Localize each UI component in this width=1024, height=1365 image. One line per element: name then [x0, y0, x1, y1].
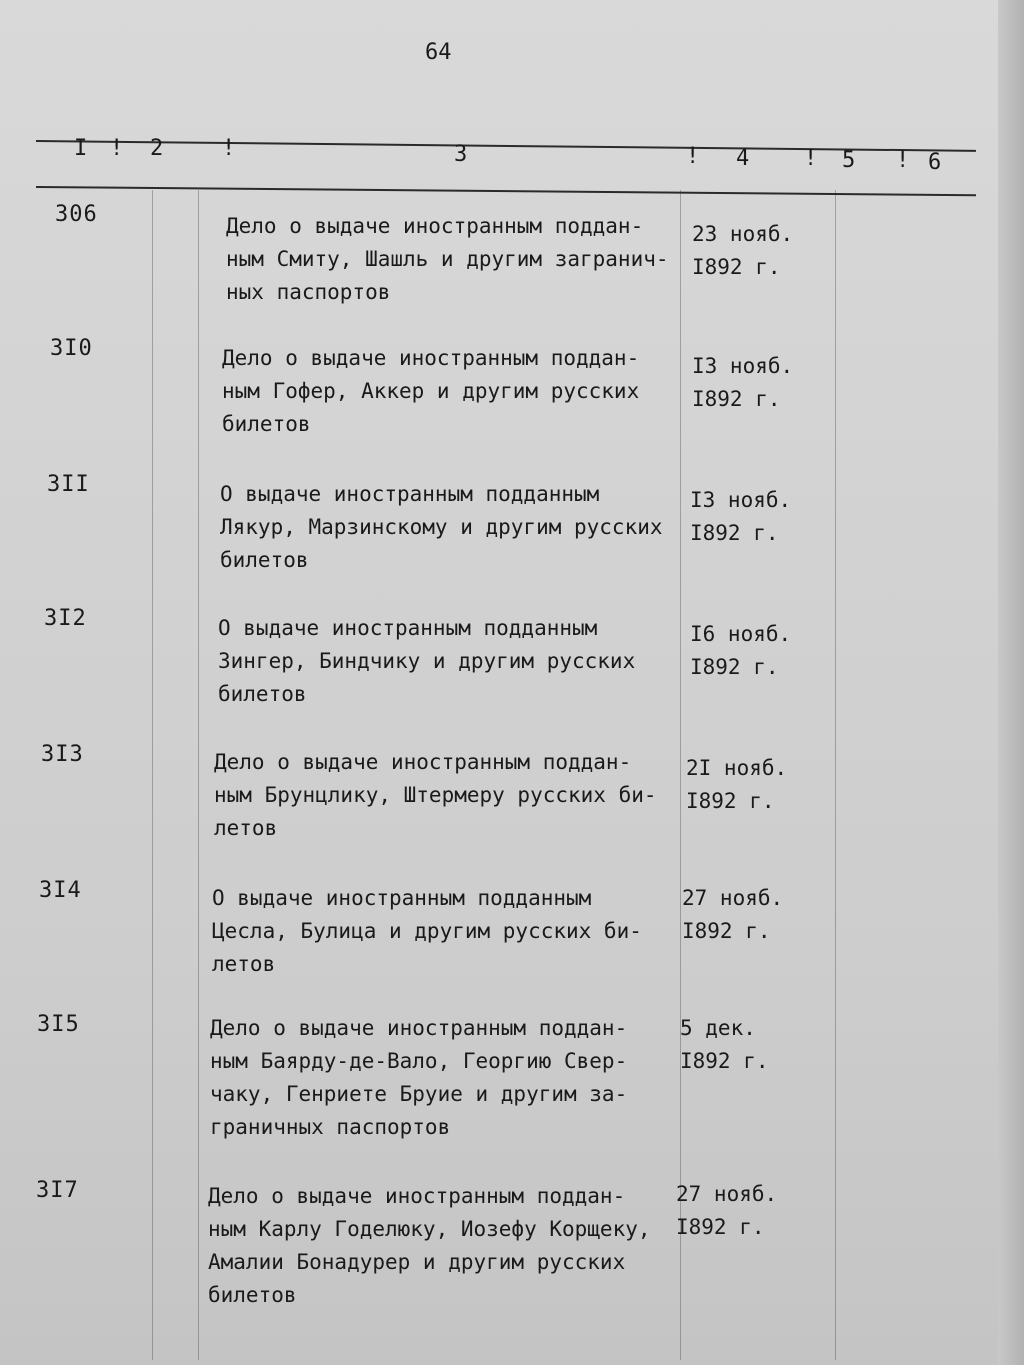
- entry-date: 27 нояб. I892 г.: [676, 1182, 778, 1239]
- entry-date: 27 нояб. I892 г.: [682, 886, 784, 943]
- entry-title: Дело о выдаче иностранным поддан- ным Баярду-де-Вало, Георгию Свер- чаку, Генриете Бруие и другим за- граничных паспортов: [210, 1016, 628, 1139]
- header-separator: !: [896, 148, 910, 173]
- entry-number: 3I3: [41, 742, 84, 767]
- header-col-1: I: [74, 136, 88, 161]
- entry-title: О выдаче иностранным подданным Цесла, Булица и другим русских би- летов: [212, 886, 642, 976]
- header-col-3: 3: [454, 142, 468, 167]
- page-number: 64: [425, 40, 452, 65]
- entry-title: Дело о выдаче иностранным поддан- ным Брунцлику, Штермеру русских би- летов: [214, 750, 657, 840]
- entry-number: 3I7: [36, 1178, 79, 1203]
- entry-title: О выдаче иностранным подданным Зингер, Биндчику и другим русских билетов: [218, 616, 636, 706]
- entry-date: 23 нояб. I892 г.: [692, 222, 794, 279]
- entry-date: I3 нояб. I892 г.: [690, 488, 792, 545]
- entry-date: 2I нояб. I892 г.: [686, 756, 788, 813]
- header-separator: !: [222, 136, 236, 161]
- entry-number: 3I5: [37, 1012, 80, 1037]
- entry-title: Дело о выдаче иностранным поддан- ным Смиту, Шашль и другим загранич- ных паспортов: [226, 214, 669, 304]
- entry-date: 5 дек. I892 г.: [680, 1016, 769, 1073]
- entry-title: О выдаче иностранным подданным Лякур, Марзинскому и другим русских билетов: [220, 482, 663, 572]
- header-separator: !: [686, 144, 700, 169]
- entry-date: I3 нояб. I892 г.: [692, 354, 794, 411]
- entry-number: 306: [55, 202, 98, 227]
- entry-title: Дело о выдаче иностранным поддан- ным Гофер, Аккер и другим русских билетов: [222, 346, 640, 436]
- header-col-6: 6: [928, 150, 942, 175]
- header-col-4: 4: [736, 146, 750, 171]
- header-separator: !: [110, 136, 124, 161]
- table-header: [36, 126, 976, 186]
- header-col-2: 2: [150, 136, 164, 161]
- entry-number: 3I4: [39, 878, 82, 903]
- entry-number: 3I2: [44, 606, 87, 631]
- column-divider: [198, 190, 199, 1360]
- entry-number: 3I0: [50, 336, 93, 361]
- entry-title: Дело о выдаче иностранным поддан- ным Карлу Годелюку, Иозефу Корщеку, Амалии Бонадурер и другим русских билетов: [208, 1184, 651, 1307]
- header-col-5: 5: [842, 148, 856, 173]
- column-divider: [152, 190, 153, 1360]
- entry-number: 3II: [47, 472, 90, 497]
- header-separator: !: [804, 146, 818, 171]
- entry-date: I6 нояб. I892 г.: [690, 622, 792, 679]
- page-edge: [998, 0, 1024, 1365]
- column-divider: [835, 190, 836, 1360]
